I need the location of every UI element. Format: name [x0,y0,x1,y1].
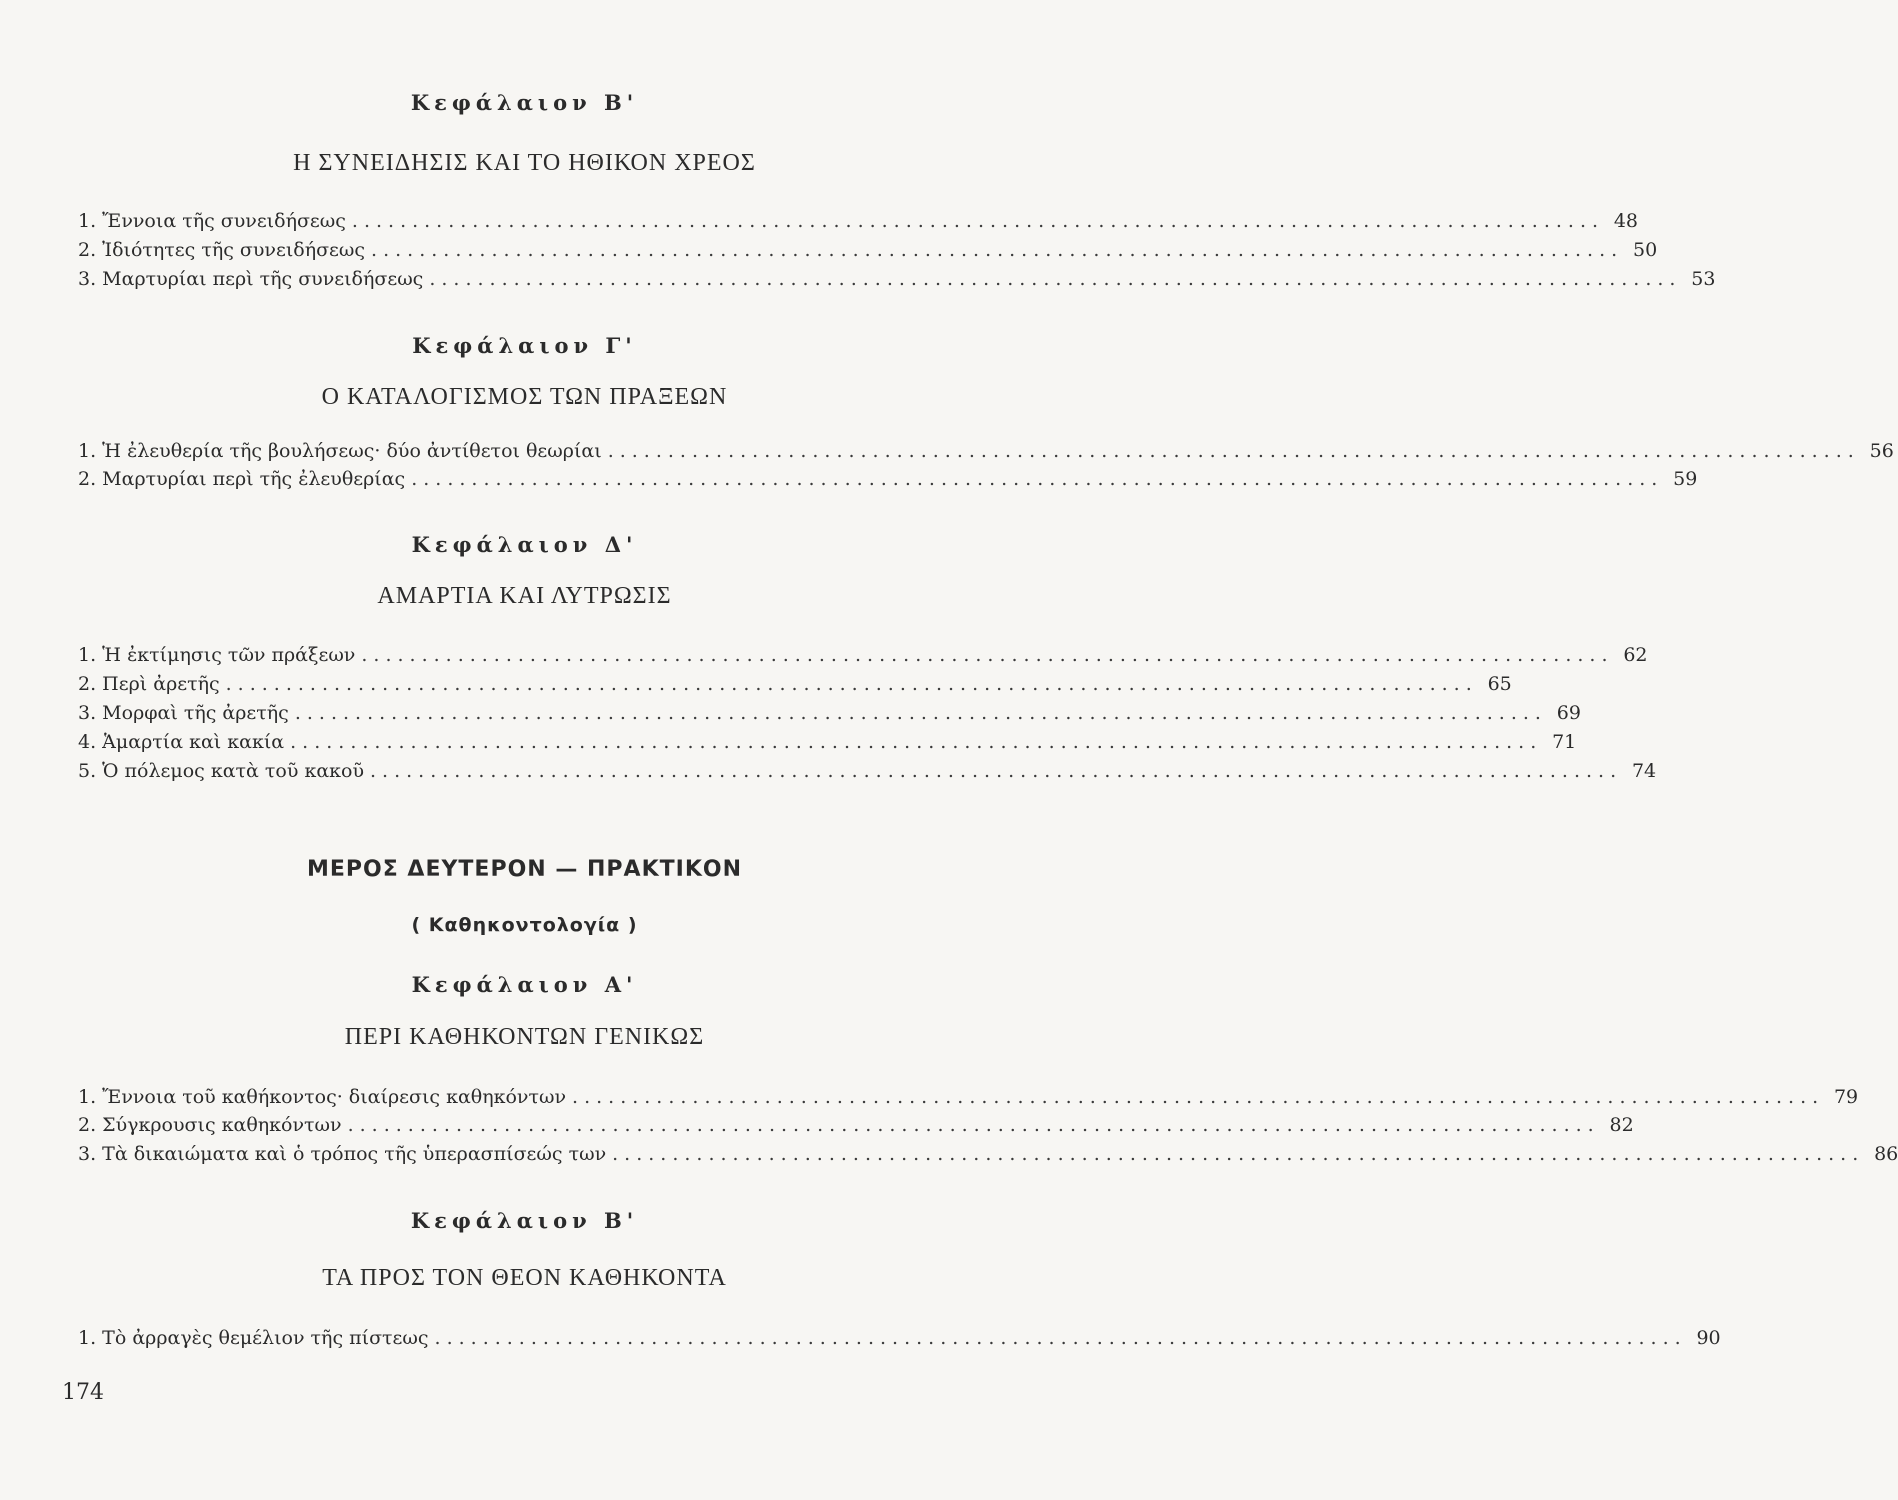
entry-number: 2. [78,1114,103,1136]
toc-entry [78,239,1658,265]
leader-dots: ........................................................................................................ [434,1327,1687,1349]
toc-entry [78,760,1657,786]
toc-entry [78,210,1639,236]
chapter-heading: Κεφάλαιον Α' [411,972,638,997]
entry-label: Περὶ ἀρετῆς [102,673,220,695]
entry-label: Ἡ ἐκτίμησις τῶν πράξεων [102,644,356,666]
entry-page: 90 [1696,1327,1721,1349]
leader-dots: ........................................................................................................ [612,1143,1865,1165]
chapter-heading: Κεφάλαιον Β' [410,1208,639,1233]
entry-number: 5. [78,760,103,782]
entry-label: Μαρτυρίαι περὶ τῆς συνειδήσεως [102,268,424,290]
entry-label: Τὰ δικαιώματα καὶ ὁ τρόπος τῆς ὑπερασπίσεώς των [102,1143,607,1165]
chapter-title: ΤΑ ΠΡΟΣ ΤΟΝ ΘΕΟΝ ΚΑΘΗΚΟΝΤΑ [322,1265,727,1291]
leader-dots: ........................................................................................................ [572,1086,1825,1108]
entry-page: 59 [1673,468,1698,490]
entry-number: 2. [78,239,103,261]
toc-entry [78,1143,1898,1169]
entry-label: Μορφαὶ τῆς ἀρετῆς [102,702,289,724]
entry-number: 1. [78,440,103,462]
entry-label: Ἔννοια τῆς συνειδήσεως [102,210,346,232]
entry-label: Ἡ ἐλευθερία τῆς βουλήσεως· δύο ἀντίθετοι θεωρίαι [102,440,602,462]
entry-page: 74 [1631,760,1657,782]
entry-label: Μαρτυρίαι περὶ τῆς ἐλευθερίας [102,468,406,490]
leader-dots: ........................................................................................................ [429,268,1682,290]
entry-number: 2. [78,468,103,490]
entry-number: 1. [78,644,103,666]
toc-entry [78,731,1577,757]
toc-entry [78,644,1648,670]
leader-dots: ........................................................................................................ [411,468,1664,490]
entry-label: Ὁ πόλεμος κατὰ τοῦ κακοῦ [102,760,365,782]
toc-entry [78,702,1581,728]
part-heading: ΜΕΡΟΣ ΔΕΥΤΕΡΟΝ — ΠΡΑΚΤΙΚΟΝ [307,857,742,882]
entry-number: 1. [78,1327,103,1349]
entry-page: 69 [1556,702,1581,724]
toc-entry [78,440,1894,466]
chapter-title: ΠΕΡΙ ΚΑΘΗΚΟΝΤΩΝ ΓΕΝΙΚΩΣ [344,1024,705,1050]
entry-number: 3. [78,1143,103,1165]
chapter-heading: Κεφάλαιον Γ' [412,333,637,358]
entry-number: 3. [78,268,103,290]
entry-page: 62 [1623,644,1648,666]
toc-entry [78,1327,1721,1353]
entry-number: 3. [78,702,103,724]
toc-entry [78,268,1716,294]
leader-dots: ........................................................................................................ [294,702,1547,724]
chapter-heading: Κεφάλαιον Δ' [411,532,638,557]
leader-dots: ........................................................................................................ [347,1114,1600,1136]
chapter-title: ΑΜΑΡΤΙΑ ΚΑΙ ΛΥΤΡΩΣΙΣ [377,583,672,609]
toc-entry [78,1086,1859,1112]
chapter-heading: Κεφάλαιον Β' [410,90,639,115]
toc-entry [78,673,1512,699]
leader-dots: ........................................................................................................ [290,731,1543,753]
leader-dots: ........................................................................................................ [351,210,1605,232]
entry-page: 82 [1609,1114,1634,1136]
chapter-title: Η ΣΥΝΕΙΔΗΣΙΣ ΚΑΙ ΤΟ ΗΘΙΚΟΝ ΧΡΕΟΣ [293,150,756,176]
entry-page: 53 [1691,268,1716,290]
toc-entry [78,1114,1634,1140]
leader-dots: ........................................................................................................ [225,673,1478,695]
entry-page: 65 [1487,673,1512,695]
entry-label: Τὸ ἀρραγὲς θεμέλιον τῆς πίστεως [102,1327,429,1349]
leader-dots: ........................................................................................................ [370,760,1623,782]
entry-label: Ἁμαρτία καὶ κακία [102,731,285,753]
entry-page: 71 [1552,731,1577,753]
part-subtitle: ( Καθηκοντολογία ) [411,914,638,936]
entry-label: Ἰδιότητες τῆς συνειδήσεως [102,239,366,261]
leader-dots: ........................................................................................................ [361,644,1614,666]
entry-page: 48 [1613,210,1639,232]
entry-number: 4. [78,731,103,753]
toc-entry [78,468,1698,494]
entry-page: 79 [1833,1086,1859,1108]
entry-label: Ἔννοια τοῦ καθήκοντος· διαίρεσις καθηκόντων [102,1086,567,1108]
leader-dots: ........................................................................................................ [607,440,1860,462]
entry-page: 86 [1874,1143,1898,1165]
entry-number: 1. [78,1086,103,1108]
entry-number: 2. [78,673,103,695]
entry-label: Σύγκρουσις καθηκόντων [102,1114,342,1136]
chapter-title: Ο ΚΑΤΑΛΟΓΙΣΜΟΣ ΤΩΝ ΠΡΑΞΕΩΝ [321,384,728,410]
entry-page: 56 [1869,440,1894,462]
leader-dots: ........................................................................................................ [371,239,1624,261]
entry-page: 50 [1632,239,1658,261]
entry-number: 1. [78,210,103,232]
page-number: 174 [62,1380,104,1405]
